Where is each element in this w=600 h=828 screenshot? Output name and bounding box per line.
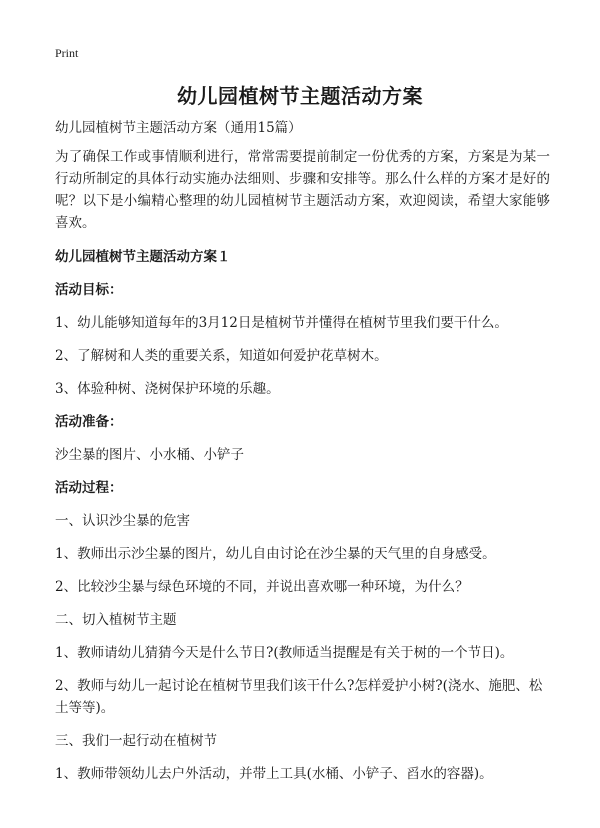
process-item: 2、比较沙尘暴与绿色环境的不同，并说出喜欢哪一种环境，为什么？ [55, 579, 469, 595]
process-heading: 活动过程： [55, 480, 123, 496]
process-item: 1、教师出示沙尘暴的图片，幼儿自由讨论在沙尘暴的天气里的自身感受。 [55, 546, 496, 562]
page-title: 幼儿园植树节主题活动方案 [177, 84, 423, 108]
process-item: 1、教师带领幼儿去户外活动，并带上工具(水桶、小铲子、舀水的容器)。 [55, 766, 493, 782]
part-heading: 三、我们一起行动在植树节 [55, 733, 217, 749]
print-link[interactable]: Print [55, 46, 79, 60]
goals-heading: 活动目标： [55, 282, 123, 298]
goal-item: 1、幼儿能够知道每年的3月12日是植树节并懂得在植树节里我们要干什么。 [55, 315, 508, 331]
document-subtitle: 幼儿园植树节主题活动方案（通用15篇） [55, 120, 302, 136]
part-heading: 二、切入植树节主题 [55, 612, 177, 628]
prep-text: 沙尘暴的图片、小水桶、小铲子 [55, 447, 244, 463]
prep-heading: 活动准备： [55, 414, 123, 430]
intro-paragraph: 为了确保工作或事情顺利进行，常常需要提前制定一份优秀的方案，方案是为某一行动所制定的具体行动实施办法细则、步骤和安排等。那么什么样的方案才是好的呢？以下是小编精心整理的幼儿园植树节主题活动方案，欢迎阅读，希望大家能够喜欢。 [55, 149, 550, 231]
goal-item: 2、了解树和人类的重要关系，知道如何爱护花草树木。 [55, 348, 388, 364]
process-item: 2、教师与幼儿一起讨论在植树节里我们该干什么?怎样爱护小树?(浇水、施肥、松土等等)。 [55, 678, 543, 716]
section-heading: 幼儿园植树节主题活动方案１ [55, 249, 231, 265]
document-body [55, 117, 550, 796]
goal-item: 3、体验种树、浇树保护环境的乐趣。 [55, 381, 280, 397]
process-item: 1、教师请幼儿猜猜今天是什么节日?(教师适当提醒是有关于树的一个节日)。 [55, 645, 514, 661]
part-heading: 一、认识沙尘暴的危害 [55, 513, 190, 529]
